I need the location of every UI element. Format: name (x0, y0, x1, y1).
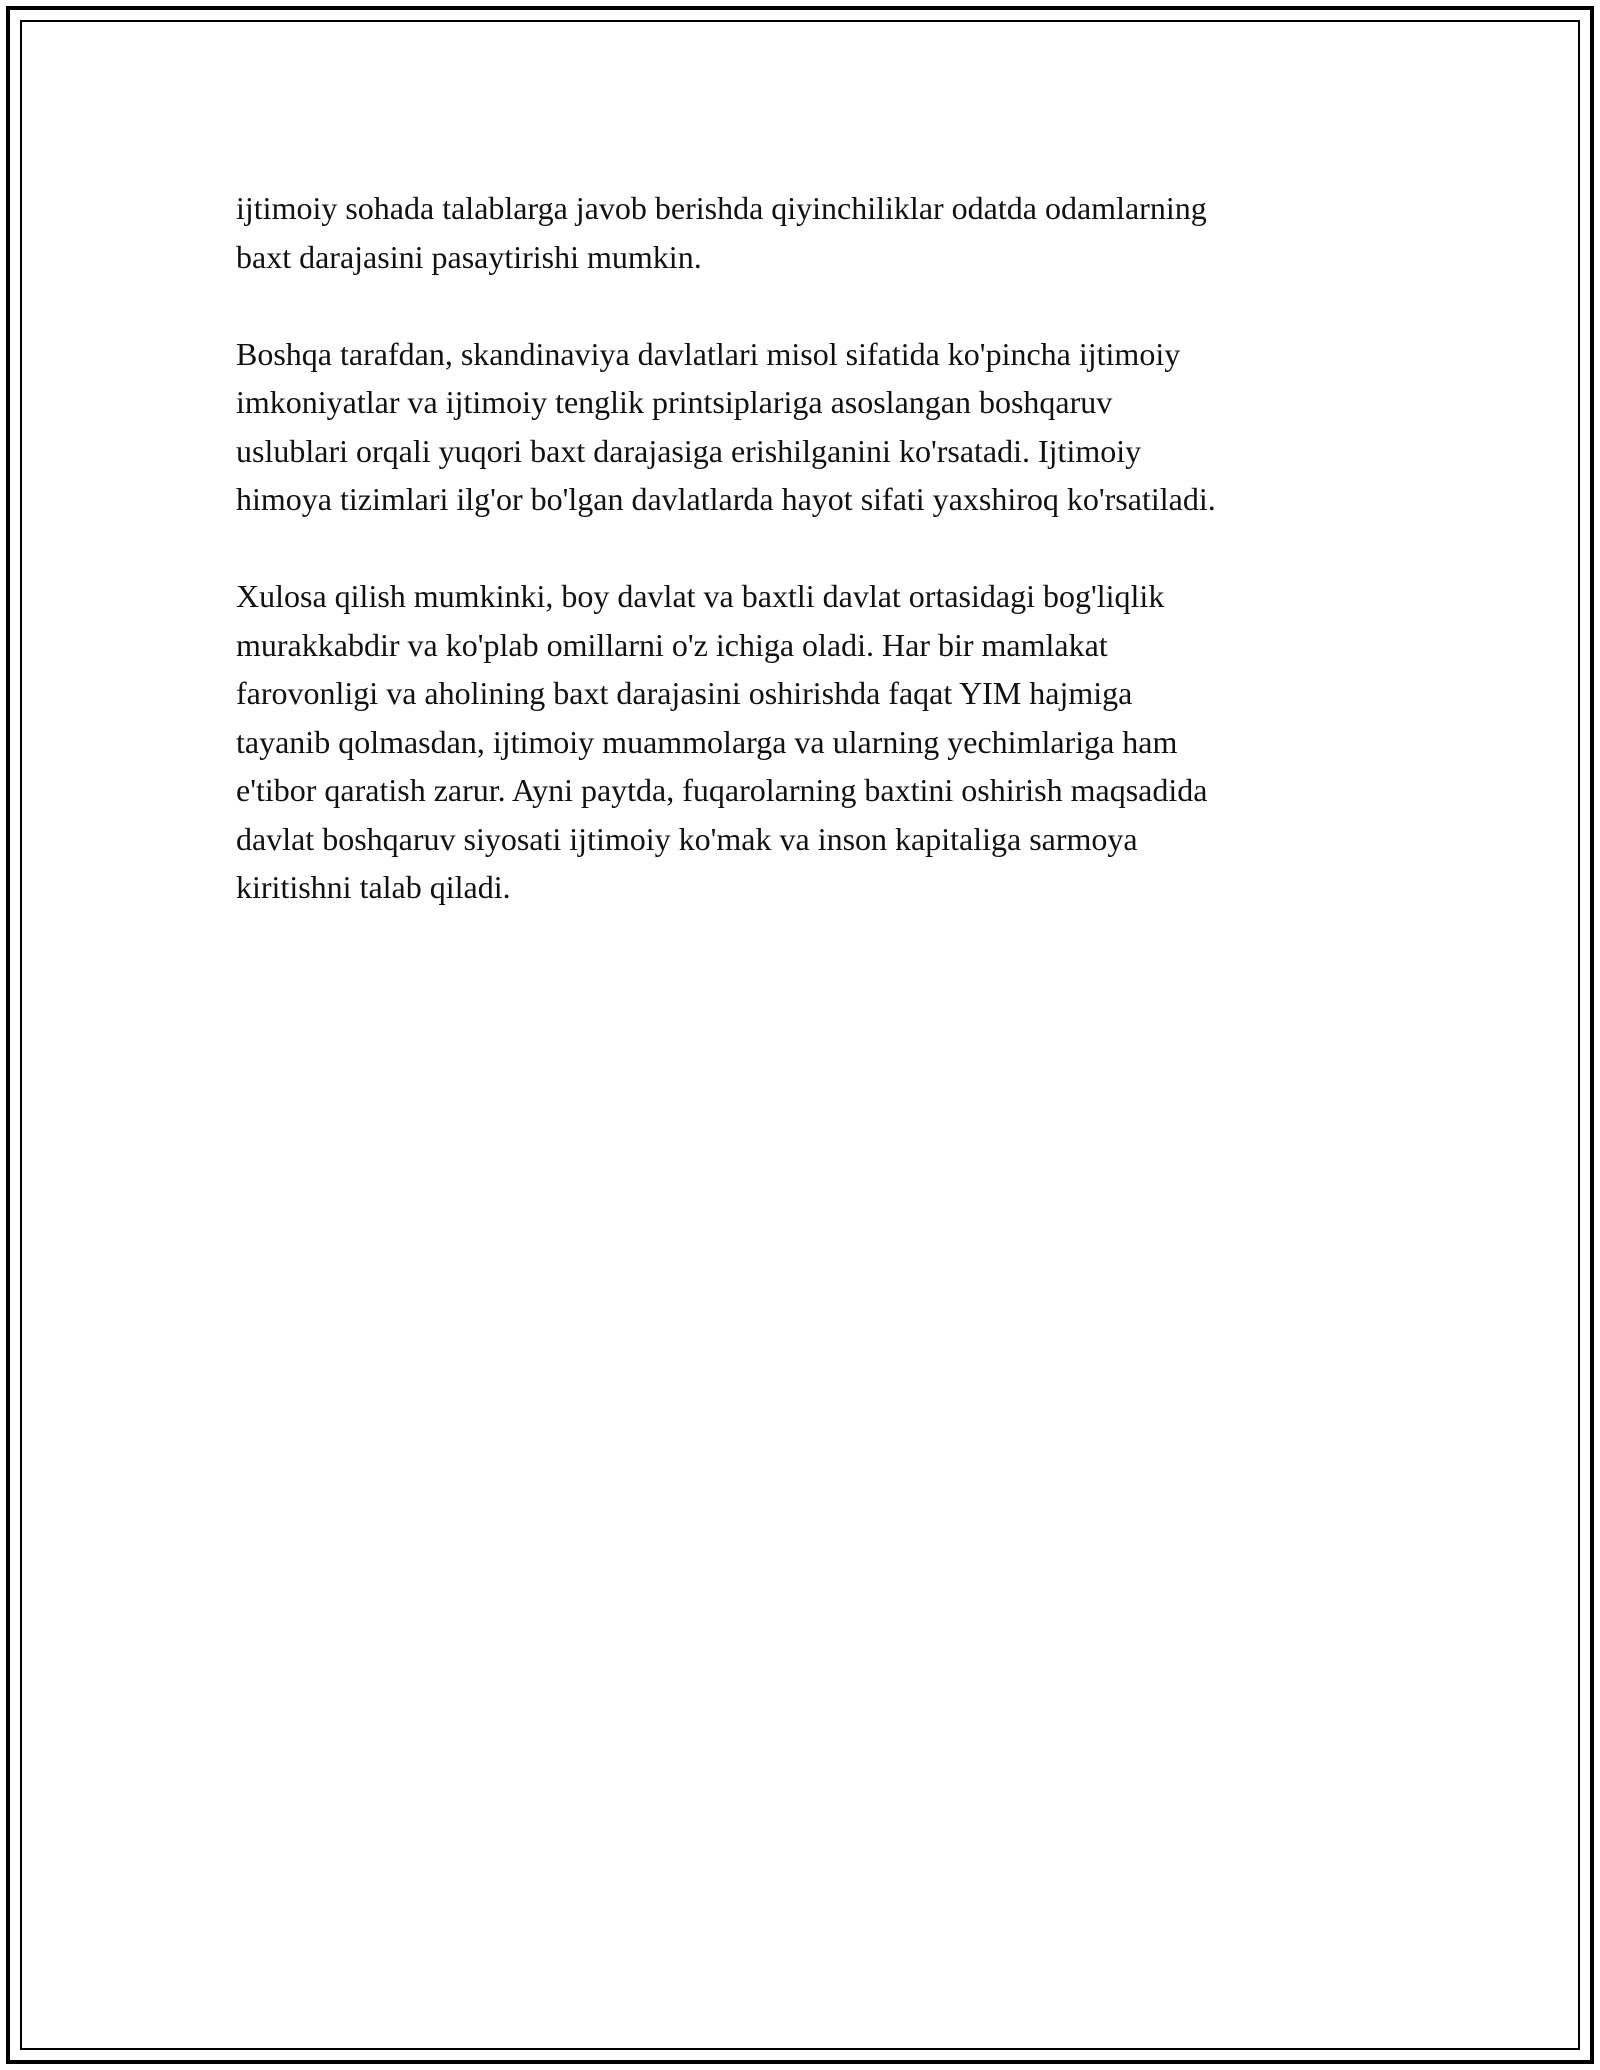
paragraph-3: Xulosa qilish mumkinki, boy davlat va baxtli davlat ortasidagi bog'liqlik murakkabdir va ko'plab omillarni o'z ichiga oladi. Har bir mamlakat farovonligi va aholining baxt darajasini oshirishda faqat YIM hajmiga tayanib qolmasdan, ijtimoiy muammolarga va ularning yechimlariga ham e'tibor qaratish zarur. Ayni paytda, fuqarolarning baxtini oshirish maqsadida davlat boshqaruv siyosati ijtimoiy ko'mak va inson kapitaliga sarmoya kiritishni talab qiladi. (236, 578, 1208, 905)
paragraph-1: ijtimoiy sohada talablarga javob berishda qiyinchiliklar odatda odamlarning baxt darajasini pasaytirishi mumkin. (236, 190, 1207, 275)
document-body (236, 184, 1366, 960)
paragraph-2: Boshqa tarafdan, skandinaviya davlatlari misol sifatida ko'pincha ijtimoiy imkoniyatlar va ijtimoiy tenglik printsiplariga asoslangan boshqaruv uslublari orqali yuqori baxt darajasiga erishilganini ko'rsatadi. Ijtimoiy himoya tizimlari ilg'or bo'lgan davlatlarda hayot sifati yaxshiroq ko'rsatiladi. (236, 335, 1216, 517)
